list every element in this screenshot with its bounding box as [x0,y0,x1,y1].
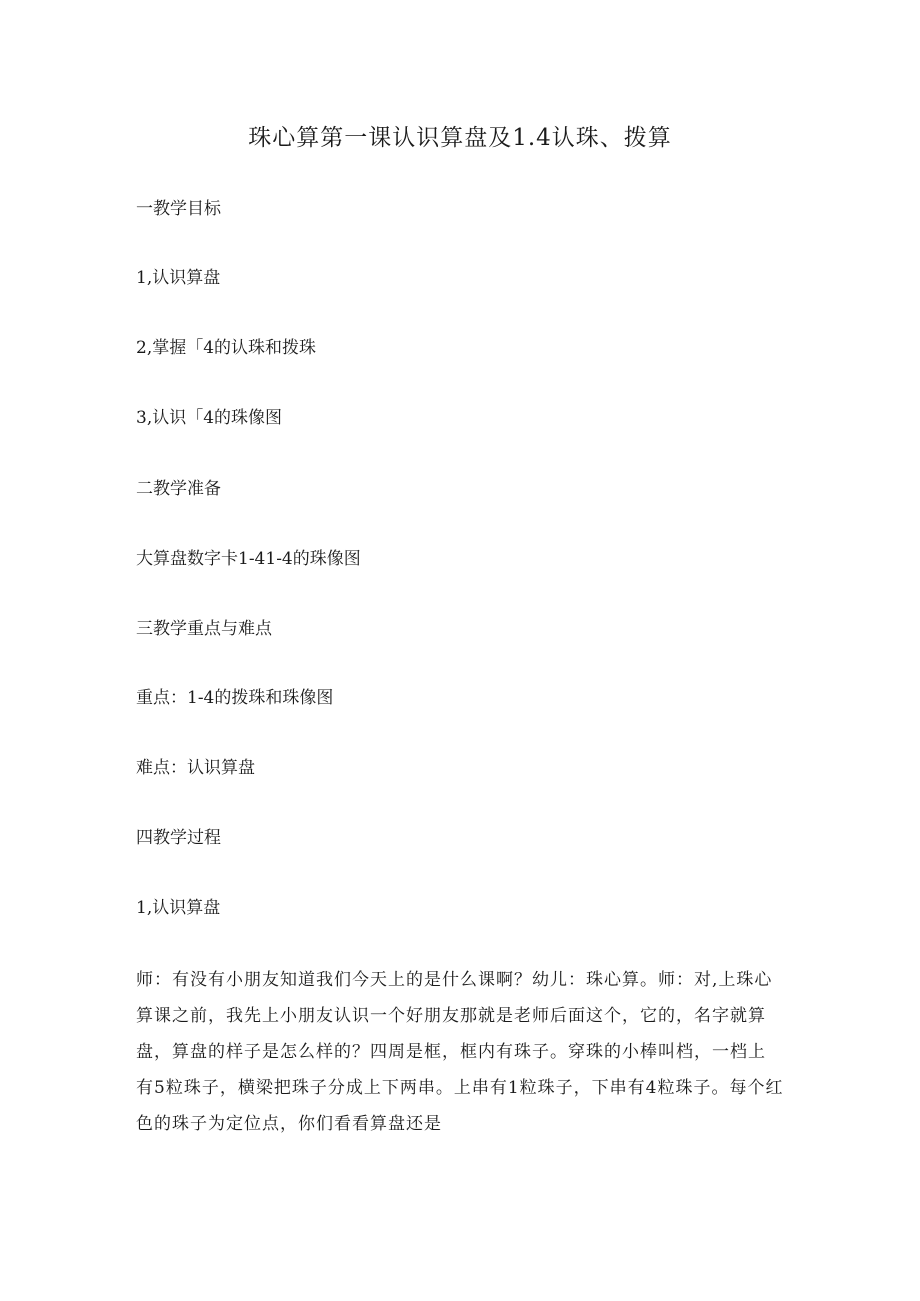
section-heading-preparation: 二教学准备 [136,479,221,499]
section-heading-key-points: 三教学重点与难点 [136,619,272,639]
section-heading-process: 四教学过程 [136,828,221,848]
dialogue-paragraph [136,962,796,1142]
objective-item-2: 2,掌握「4的认珠和拨珠 [136,338,317,358]
paragraph-line: 色的珠子为定位点，你们看看算盘还是 [136,1114,442,1134]
paragraph-line: 师：有没有小朋友知道我们今天上的是什么课啊？幼儿：珠心算。师：对,上珠心 [136,970,773,990]
document-title: 珠心算第一课认识算盘及1.4认珠、拨算 [248,125,672,151]
key-point-text: 重点：1-4的拨珠和珠像图 [136,688,334,708]
objective-item-1: 1,认识算盘 [136,268,221,288]
paragraph-line: 盘，算盘的样子是怎么样的？四周是框，框内有珠子。穿珠的小棒叫档，一档上 [136,1042,766,1062]
difficult-point-text: 难点：认识算盘 [136,758,255,778]
paragraph-line: 算课之前，我先上小朋友认识一个好朋友那就是老师后面这个，它的，名字就算 [136,1006,766,1026]
paragraph-line: 有5粒珠子，横梁把珠子分成上下两串。上串有1粒珠子，下串有4粒珠子。每个红 [136,1078,784,1098]
process-step-1: 1,认识算盘 [136,898,221,918]
section-heading-objectives: 一教学目标 [136,199,221,219]
objective-item-3: 3,认识「4的珠像图 [136,408,283,428]
preparation-text: 大算盘数字卡1-41-4的珠像图 [136,549,361,569]
